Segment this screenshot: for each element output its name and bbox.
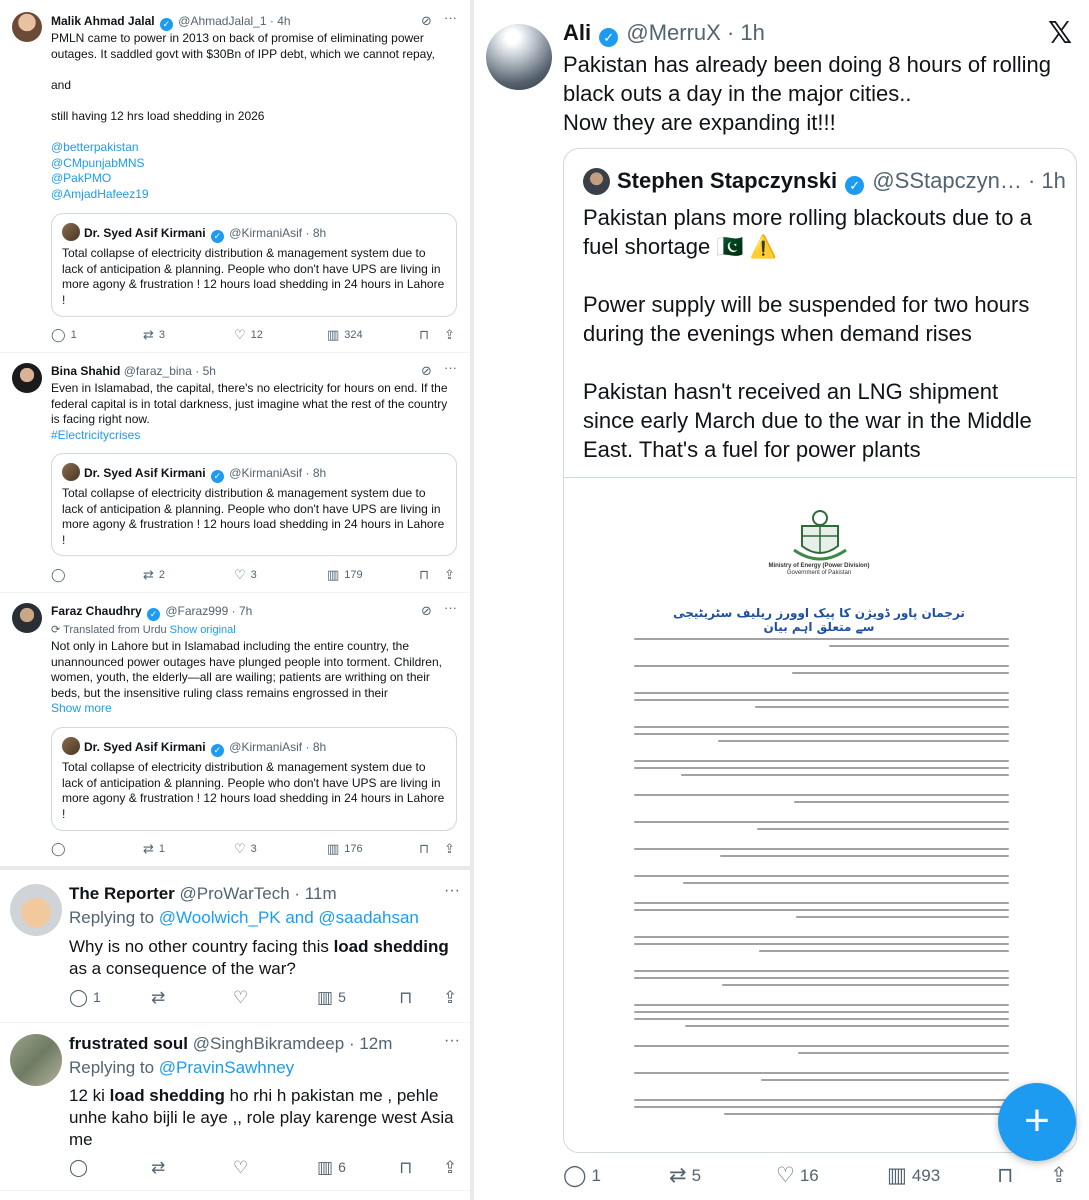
avatar[interactable] bbox=[10, 1034, 62, 1086]
views-icon: ▥ bbox=[887, 1164, 907, 1187]
more-icon[interactable]: ··· bbox=[444, 600, 457, 615]
reply-icon: ◯ bbox=[563, 1164, 587, 1187]
translated-label: Translated from Urdu bbox=[63, 624, 167, 636]
reply-button[interactable]: ◯ 1 bbox=[69, 988, 101, 1007]
author-handle[interactable]: @ProWarTech bbox=[179, 884, 290, 903]
bookmark-button[interactable] bbox=[419, 567, 434, 583]
author-name[interactable]: The Reporter bbox=[69, 884, 175, 903]
bookmark-button[interactable] bbox=[419, 841, 434, 857]
author-handle[interactable]: @MerruX bbox=[626, 20, 721, 45]
views-button[interactable]: ▥ 493 bbox=[887, 1164, 941, 1187]
doc-text-line bbox=[724, 1113, 1009, 1115]
doc-text-line bbox=[634, 936, 1009, 938]
views-button[interactable]: ▥ 6 bbox=[317, 1158, 346, 1177]
quoted-tweet[interactable]: Stephen Stapczynski ✓ @SStapczyn… · 1h Pakistan plans more rolling blackouts due to a fuel shortage 🇵🇰 ⚠️ Power supply will be suspended for two hours during the evenings when demand rises Pakistan hasn't received an LNG shipment since early March due to the war in the Middle East. That's a fuel for power plants Ministry of Energy (Power Division) Government of Pakistan ترجمان پاور ڈویژن کا پیک اوورز ریلیف سٹریٹیجی سے متعلق اہم بیان bbox=[563, 148, 1077, 1153]
translate-icon: ⟳ bbox=[51, 624, 61, 636]
quote-avatar bbox=[62, 737, 80, 755]
views-button[interactable]: ▥ 324 bbox=[327, 327, 363, 342]
doc-text-line bbox=[634, 794, 1009, 796]
action-bar bbox=[51, 841, 461, 857]
doc-text-line bbox=[634, 665, 1009, 667]
left-feed-panel: Malik Ahmad Jalal ✓ @AhmadJalal_1 · 4h ⊘ ··· PMLN came to power in 2013 on back of promise of eliminating power outages. It saddled govt with $30Bn of IPP debt, which we cannot repay, and still having 12 hrs load shedding in 2026 @betterpakistan @CMpunjabMNS @PakPMO @AmjadHafeez19 Dr. Syed Asif Kirmani ✓ @KirmaniAsif · 8h Total collapse of electricity distribution & management system due to lack of anticipation & planning. People who don't have UPS are living in more agony & frustration ! 12 hours load shedding in 24 hours in Lahore ! ◯ 1 ⇄ 3 ♡ 12 ▥ 324 ⊓ ⇪ Bina Shahid @faraz_bina · 5h ⊘ ··· Even in Islamabad, the capital, there's no electricity for hours on end. If the federal capital is in total darkness, just imagine what the rest of the country is facing right now. #Electricitycrises Dr. Syed Asif Kirmani ✓ @KirmaniAsif · 8h Total collapse of electricity distribution & management system due to lack of anticipation & planning. People who don't have UPS are living in more agony & frustration ! 12 hours load shedding in 24 hours in Lahore ! ◯ ⇄ 2 ♡ 3 ▥ 179 ⊓ ⇪ Faraz Chaudhry ✓ @Faraz999 · 7h ⊘ ··· ⟳ Translated from Urdu Show original Not only in Lahore but in Islamabad including the entire country, the unannounced power outages have plunged people into torment. Children, women, youth, the elderly—all are wailing; patients are writhing on their beds, but the insensitive ruling class remains engrossed in their Show more Dr. Syed Asif Kirmani ✓ @KirmaniAsif · 8h Total collapse of electricity distribution & management system due to lack of anticipation & planning. People who don't have UPS are living in more agony & frustration ! 12 hours load shedding in 24 hours in Lahore ! ◯ ⇄ 1 ♡ 3 ▥ 176 ⊓ ⇪ The Reporter @ProWarTech · 11m ··· Replying to @Woolwich_PK and @saadahsan Why is no other country facing this load shedding as a consequence of the war? ◯ 1 ⇄ ♡ ▥ 5 ⊓ ⇪ frustrated soul @SinghBikramdeep · 12m ··· Replying to @PravinSawhney 12 ki load shedding ho rhi h pakistan me , pehle unhe kaho bijli le aye ,, role play karenge west Asia me ◯ ⇄ ♡ ▥ 6 ⊓ ⇪ bbox=[0, 0, 470, 1200]
hashtag-link[interactable]: #Electricitycrises bbox=[51, 427, 141, 442]
share-button[interactable] bbox=[1050, 1163, 1073, 1188]
heart-icon: ♡ bbox=[234, 841, 246, 856]
like-button[interactable]: ♡ 12 bbox=[234, 327, 263, 342]
like-button[interactable] bbox=[233, 988, 253, 1008]
quoted-tweet[interactable]: Dr. Syed Asif Kirmani ✓ @KirmaniAsif · 8h Total collapse of electricity distribution & management system due to lack of anticipation & planning. People who don't have UPS are living in more agony & frustration ! 12 hours load shedding in 24 hours in Lahore ! bbox=[51, 453, 457, 556]
views-icon: ▥ bbox=[317, 1158, 334, 1177]
repost-icon: ⇄ bbox=[143, 327, 154, 342]
doc-text-line bbox=[634, 767, 1009, 769]
reply-icon: ◯ bbox=[51, 567, 66, 582]
divider bbox=[0, 866, 470, 870]
doc-text-line bbox=[634, 902, 1009, 904]
tweet-text: Even in Islamabad, the capital, there's no electricity for hours on end. If the federal capital is in total darkness, just imagine what the rest of the country is facing right now. #Electricitycrises bbox=[51, 381, 461, 443]
heart-icon: ♡ bbox=[776, 1164, 795, 1187]
tweet-text: 12 ki load shedding ho rhi h pakistan me , pehle unhe kaho bijli le aye ,, role play karenge west Asia me bbox=[69, 1086, 454, 1149]
quoted-tweet[interactable]: Dr. Syed Asif Kirmani ✓ @KirmaniAsif · 8h Total collapse of electricity distribution & management system due to lack of anticipation & planning. People who don't have UPS are living in more agony & frustration ! 12 hours load shedding in 24 hours in Lahore ! bbox=[51, 727, 457, 831]
repost-button[interactable]: ⇄ 3 bbox=[143, 327, 166, 342]
bookmark-button[interactable] bbox=[399, 988, 417, 1008]
grok-icon[interactable]: ⊘ bbox=[421, 603, 432, 618]
divider bbox=[0, 592, 470, 593]
avatar[interactable] bbox=[10, 884, 62, 936]
more-icon[interactable]: ··· bbox=[444, 882, 460, 899]
mention-link[interactable]: @PakPMO bbox=[51, 171, 112, 186]
doc-text-line bbox=[634, 1099, 1009, 1101]
doc-text-line bbox=[634, 1018, 1009, 1020]
share-icon: ⇪ bbox=[443, 1158, 458, 1177]
tweet-time[interactable]: · 12m bbox=[348, 1034, 393, 1053]
doc-text-line bbox=[757, 828, 1009, 830]
doc-text-line bbox=[634, 875, 1009, 877]
bookmark-icon: ⊓ bbox=[419, 567, 430, 582]
reply-icon: ◯ bbox=[51, 327, 66, 342]
author-name[interactable]: Bina Shahid bbox=[51, 364, 121, 378]
author-name[interactable]: frustrated soul bbox=[69, 1034, 189, 1053]
verified-icon: ✓ bbox=[160, 18, 173, 31]
doc-text-line bbox=[634, 977, 1009, 979]
repost-icon: ⇄ bbox=[151, 988, 166, 1007]
heart-icon: ♡ bbox=[233, 988, 249, 1007]
doc-ministry: Ministry of Energy (Power Division) bbox=[768, 563, 870, 569]
views-button[interactable]: ▥ 5 bbox=[317, 988, 346, 1007]
bookmark-icon: ⊓ bbox=[399, 988, 413, 1007]
doc-text-line bbox=[794, 801, 1009, 803]
share-button[interactable] bbox=[443, 1158, 462, 1178]
author-name[interactable]: Ali bbox=[563, 20, 592, 45]
panel-separator bbox=[470, 0, 474, 1200]
author-name[interactable]: Malik Ahmad Jalal bbox=[51, 14, 155, 28]
reply-icon: ◯ bbox=[69, 1158, 89, 1177]
share-icon: ⇪ bbox=[444, 841, 455, 856]
avatar[interactable] bbox=[486, 24, 552, 90]
show-more-link[interactable]: Show more bbox=[51, 701, 112, 716]
doc-title: ترجمان پاور ڈویژن کا پیک اوورز ریلیف سٹریٹیجی سے متعلق اہم بیان bbox=[673, 606, 965, 634]
author-handle[interactable]: @Faraz999 bbox=[165, 604, 229, 618]
reply-button[interactable] bbox=[51, 567, 71, 583]
bookmark-icon: ⊓ bbox=[419, 327, 430, 342]
quote-avatar bbox=[62, 463, 80, 481]
like-button[interactable]: ♡ 16 bbox=[776, 1164, 819, 1187]
heart-icon: ♡ bbox=[233, 1158, 249, 1177]
author-handle[interactable]: @AhmadJalal_1 bbox=[178, 14, 267, 28]
doc-text-line bbox=[681, 774, 1009, 776]
tweet-text: Not only in Lahore but in Islamabad including the entire country, the unannounced power outages have plunged people into torment. Children, women, youth, the elderly—all are wailing; patients are writhing on their beds, but the insensitive ruling class remains engrossed in their Show more bbox=[51, 639, 461, 717]
doc-text-line bbox=[634, 726, 1009, 728]
doc-text-line bbox=[796, 916, 1009, 918]
grok-icon[interactable]: ⊘ bbox=[421, 363, 432, 378]
doc-text-line bbox=[634, 692, 1009, 694]
doc-text-line bbox=[720, 855, 1009, 857]
more-icon[interactable]: ··· bbox=[444, 1032, 460, 1049]
more-icon[interactable]: ··· bbox=[444, 10, 457, 25]
verified-icon: ✓ bbox=[211, 744, 224, 757]
reply-button[interactable] bbox=[69, 1158, 93, 1178]
mention-link[interactable]: @betterpakistan bbox=[51, 140, 139, 155]
share-icon: ⇪ bbox=[1050, 1164, 1068, 1187]
doc-text-line bbox=[829, 645, 1009, 647]
like-button[interactable]: ♡ 3 bbox=[234, 567, 257, 582]
doc-text-line bbox=[634, 1011, 1009, 1013]
government-emblem-icon bbox=[790, 506, 850, 564]
action-bar bbox=[69, 988, 464, 1008]
reply-icon: ◯ bbox=[51, 841, 66, 856]
doc-text-line bbox=[634, 699, 1009, 701]
doc-text-line bbox=[683, 882, 1009, 884]
reply-button[interactable]: ◯ 1 bbox=[563, 1164, 601, 1187]
doc-text-line bbox=[755, 706, 1009, 708]
press-release-image[interactable] bbox=[564, 477, 1077, 1153]
quote-avatar bbox=[62, 223, 80, 241]
bookmark-button[interactable] bbox=[419, 327, 434, 343]
bookmark-icon: ⊓ bbox=[419, 841, 430, 856]
doc-text-line bbox=[634, 821, 1009, 823]
reply-button[interactable] bbox=[51, 841, 71, 857]
doc-text-line bbox=[634, 848, 1009, 850]
share-icon: ⇪ bbox=[443, 988, 458, 1007]
views-button[interactable]: ▥ 179 bbox=[327, 567, 363, 582]
repost-button[interactable]: ⇄ 1 bbox=[143, 841, 166, 856]
doc-text-line bbox=[634, 638, 1009, 640]
share-icon: ⇪ bbox=[444, 567, 455, 582]
repost-button[interactable]: ⇄ 5 bbox=[669, 1164, 702, 1187]
divider bbox=[0, 352, 470, 353]
tweet-time[interactable]: · 1h bbox=[726, 20, 765, 45]
doc-text-line bbox=[634, 760, 1009, 762]
views-icon: ▥ bbox=[327, 327, 340, 342]
quote-text: Pakistan plans more rolling blackouts due to a fuel shortage 🇵🇰 ⚠️ Power supply will be suspended for two hours during the evenings when demand rises Pakistan hasn't received an LNG shipment since early March due to the war in the Middle East. That's a fuel for power plants bbox=[583, 205, 1032, 462]
doc-text-line bbox=[685, 1025, 1009, 1027]
like-button[interactable] bbox=[233, 1158, 253, 1178]
doc-text-line bbox=[798, 1052, 1009, 1054]
tweet-text: PMLN came to power in 2013 on back of promise of eliminating power outages. It saddled govt with $30Bn of IPP debt, which we cannot repay, and still having 12 hrs load shedding in 2026 @betterpakistan @CMpunjabMNS @PakPMO @AmjadHafeez19 bbox=[51, 31, 461, 203]
action-bar bbox=[563, 1163, 1078, 1189]
quoted-tweet[interactable]: Dr. Syed Asif Kirmani ✓ @KirmaniAsif · 8h Total collapse of electricity distribution & management system due to lack of anticipation & planning. People who don't have UPS are living in more agony & frustration ! 12 hours load shedding in 24 hours in Lahore ! bbox=[51, 213, 457, 317]
mention-link[interactable]: @AmjadHafeez19 bbox=[51, 186, 149, 201]
verified-icon: ✓ bbox=[599, 28, 618, 47]
repost-icon: ⇄ bbox=[669, 1164, 687, 1187]
share-button[interactable] bbox=[444, 567, 460, 583]
grok-icon[interactable]: ⊘ bbox=[421, 13, 432, 28]
doc-text-line bbox=[722, 984, 1009, 986]
heart-icon: ♡ bbox=[234, 567, 246, 582]
avatar[interactable] bbox=[12, 603, 42, 633]
author-name[interactable]: Faraz Chaudhry bbox=[51, 604, 142, 618]
replying-to-link[interactable]: @Woolwich_PK and @saadahsan bbox=[158, 908, 419, 927]
share-icon: ⇪ bbox=[444, 327, 455, 342]
doc-government: Government of Pakistan bbox=[786, 570, 852, 576]
compose-icon: + bbox=[1024, 1096, 1050, 1145]
doc-text-line bbox=[759, 950, 1009, 952]
repost-button[interactable] bbox=[151, 1158, 170, 1178]
bookmark-icon: ⊓ bbox=[997, 1164, 1014, 1187]
repost-icon: ⇄ bbox=[151, 1158, 166, 1177]
bookmark-icon: ⊓ bbox=[399, 1158, 413, 1177]
doc-text-line bbox=[634, 970, 1009, 972]
show-original-link[interactable]: Show original bbox=[169, 624, 236, 636]
doc-text-line bbox=[634, 1045, 1009, 1047]
tweet-text: Why is no other country facing this load shedding as a consequence of the war? bbox=[69, 937, 449, 978]
replying-to-link[interactable]: @PravinSawhney bbox=[158, 1058, 295, 1077]
mention-link[interactable]: @CMpunjabMNS bbox=[51, 155, 145, 170]
doc-text-line bbox=[792, 672, 1009, 674]
reply-button[interactable]: ◯ 1 bbox=[51, 327, 77, 342]
verified-icon: ✓ bbox=[211, 230, 224, 243]
doc-text-line bbox=[761, 1079, 1009, 1081]
tweet-time[interactable]: · 7h bbox=[231, 604, 253, 618]
verified-icon: ✓ bbox=[147, 608, 160, 621]
doc-text-line bbox=[634, 909, 1009, 911]
compose-button[interactable] bbox=[998, 1083, 1076, 1161]
tweet-text: Pakistan has already been doing 8 hours of rolling black outs a day in the major cities.. Now they are expanding it!!! bbox=[563, 52, 1051, 135]
share-button[interactable] bbox=[443, 988, 462, 1008]
doc-text-line bbox=[634, 733, 1009, 735]
action-bar bbox=[51, 327, 461, 343]
tweet-time[interactable]: · 11m bbox=[294, 884, 337, 903]
tweet-time[interactable]: · 4h bbox=[269, 14, 291, 28]
divider bbox=[0, 1022, 470, 1023]
divider bbox=[0, 1190, 470, 1191]
more-icon[interactable]: ··· bbox=[444, 360, 457, 375]
share-button[interactable] bbox=[444, 841, 460, 857]
views-icon: ▥ bbox=[327, 567, 340, 582]
avatar[interactable] bbox=[12, 12, 42, 42]
repost-button[interactable]: ⇄ 2 bbox=[143, 567, 166, 582]
doc-text-line bbox=[634, 943, 1009, 945]
doc-text-line bbox=[634, 1004, 1009, 1006]
avatar[interactable] bbox=[12, 363, 42, 393]
views-icon: ▥ bbox=[317, 988, 334, 1007]
author-handle[interactable]: @faraz_bina bbox=[123, 364, 192, 378]
views-button[interactable]: ▥ 176 bbox=[327, 841, 363, 856]
like-button[interactable]: ♡ 3 bbox=[234, 841, 257, 856]
repost-icon: ⇄ bbox=[143, 841, 154, 856]
doc-text-block bbox=[634, 638, 1009, 1138]
reply-icon: ◯ bbox=[69, 988, 89, 1007]
doc-text-line bbox=[634, 1072, 1009, 1074]
bookmark-button[interactable] bbox=[399, 1158, 417, 1178]
x-logo-icon[interactable]: 𝕏 bbox=[1048, 17, 1073, 50]
author-handle[interactable]: @SinghBikramdeep bbox=[192, 1034, 345, 1053]
bookmark-button[interactable] bbox=[997, 1163, 1018, 1188]
heart-icon: ♡ bbox=[234, 327, 246, 342]
verified-icon: ✓ bbox=[845, 176, 864, 195]
doc-text-line bbox=[634, 1106, 1009, 1108]
repost-button[interactable] bbox=[151, 988, 170, 1008]
verified-icon: ✓ bbox=[211, 470, 224, 483]
tweet-time[interactable]: · 5h bbox=[195, 364, 216, 378]
action-bar bbox=[51, 567, 461, 583]
repost-icon: ⇄ bbox=[143, 567, 154, 582]
action-bar bbox=[69, 1158, 464, 1178]
quote-avatar bbox=[583, 168, 610, 195]
share-button[interactable] bbox=[444, 327, 460, 343]
views-icon: ▥ bbox=[327, 841, 340, 856]
doc-text-line bbox=[718, 740, 1009, 742]
